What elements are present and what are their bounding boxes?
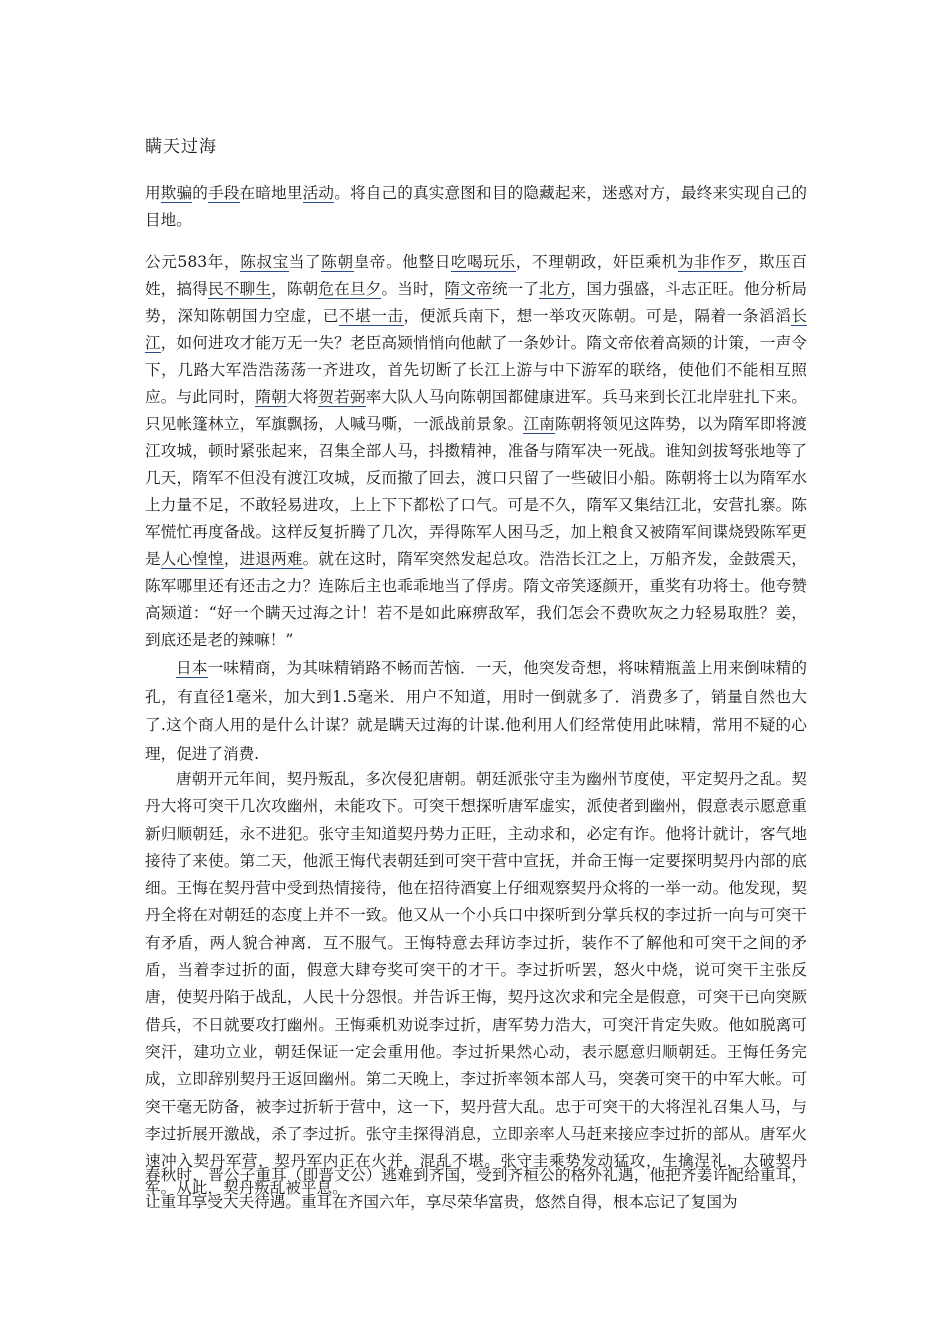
text-run: 用 bbox=[145, 184, 161, 202]
text-run: 率大队人马向陈朝国都健康进军。兵马来到长江北岸驻扎下来。只见帐篷林立，军旗飘扬，人喊马嘶，一派战前景象。 bbox=[145, 388, 807, 433]
term-link[interactable]: 为非作歹 bbox=[677, 253, 743, 271]
text-run: ，陈朝 bbox=[271, 280, 319, 298]
text-run: 当了 bbox=[288, 253, 322, 271]
text-run: 皇帝。他整日 bbox=[353, 253, 451, 271]
term-link[interactable]: 隋朝 bbox=[255, 388, 287, 406]
term-link[interactable]: 民不聊生 bbox=[208, 280, 272, 298]
term-link[interactable]: 人心惶惶 bbox=[160, 550, 224, 568]
text-run: ，欺压百姓，搞得 bbox=[145, 253, 807, 298]
term-link-japan[interactable]: 日本 bbox=[176, 659, 208, 677]
text-run: 统一了 bbox=[491, 280, 540, 298]
term-link[interactable]: 长江 bbox=[145, 307, 807, 352]
text-run: 大将 bbox=[286, 388, 319, 406]
term-link-qipian[interactable]: 欺骗 bbox=[160, 184, 193, 202]
text-run: ，国力强盛，斗志正旺。他分析局势，深知陈朝国力空虚，已 bbox=[145, 280, 807, 325]
term-link[interactable]: 进退两难 bbox=[239, 550, 303, 568]
page-title: 瞒天过海 bbox=[145, 137, 217, 157]
text-run: 在暗地里 bbox=[239, 184, 303, 202]
term-link[interactable]: 贺若弼 bbox=[318, 388, 366, 406]
text-run: 陈朝将领见这阵势，以为隋军即将渡江攻城，顿时紧张起来，召集全部人马，抖擞精神，准备与隋军决一死战。谁知剑拔弩张地等了几天，隋军不但没有渡江攻城，反而撤了回去，渡口只留了一些破旧小船。陈朝将士以为隋军水上力量不足，不敢轻易进攻，上上下下都松了口气。可是不久，隋军又集结江北，安营扎寨。陈军慌忙再度备战。这样反复折腾了几次，弄得陈军人困马乏，加上粮食又被隋军间谍烧毁陈军更是 bbox=[145, 415, 807, 568]
text-run: 一味精商，为其味精销路不畅而苦恼．一天，他突发奇想，将味精瓶盖上用来倒味精的孔，有直径1毫米，加大到1.5毫米．用户不知道，用时一倒就多了．消费多了，销量自然也大了.这个商人用的是什么计谋？就是瞒天过海的计谋.他利用人们经常使用此味精，常用不疑的心理，促进了消费. bbox=[145, 659, 807, 763]
text-run: 的 bbox=[192, 184, 209, 202]
text-run: 公元583年， bbox=[145, 253, 241, 271]
text-run: ，不理朝政，奸臣乘机 bbox=[515, 253, 678, 271]
definition-paragraph bbox=[145, 180, 807, 234]
text-run: ， bbox=[223, 550, 240, 568]
term-link[interactable]: 陈叔宝 bbox=[240, 253, 289, 271]
term-link[interactable]: 江南 bbox=[523, 415, 555, 433]
term-link[interactable]: 隋文帝 bbox=[444, 280, 492, 298]
text-run: ，便派兵南下，想一举攻灭陈朝。可是，隔着一条滔滔 bbox=[403, 307, 792, 325]
term-link[interactable]: 吃喝玩乐 bbox=[450, 253, 516, 271]
text-run: 。当时， bbox=[381, 280, 445, 298]
text-run: ，如何进攻才能万无一失？老臣高颎悄悄向他献了一条妙计。隋文帝依着高颎的计策，一声令下，几路大军浩浩荡荡一齐进攻，首先切断了长江上游与中下游军的联络，使他们不能相互照应。与此同时， bbox=[145, 334, 807, 406]
term-link[interactable]: 北方 bbox=[539, 280, 571, 298]
term-link-shouduan[interactable]: 手段 bbox=[208, 184, 240, 202]
text-run: 。将自己的真实意图和目的隐藏起来，迷惑对方，最终来实现自己的目地。 bbox=[145, 184, 807, 229]
text-run: 。就在这时，隋军突然发起总攻。浩浩长江之上，万船齐发，金鼓震天，陈军哪里还有还击之力？连陈后主也乖乖地当了俘虏。隋文帝笑逐颜开，重奖有功将士。他夸赞高颎道：“好一个瞒天过海之计！若不是如此麻痹敌军，我们怎会不费吹灰之力轻易取胜？姜，到底还是老的辣嘛！” bbox=[145, 550, 807, 649]
story-msg-paragraph bbox=[145, 654, 807, 768]
story-chonger-paragraph: 春秋时，晋公子重耳（即晋文公）逃难到齐国，受到齐桓公的格外礼遇，他把齐姜许配给重耳，让重耳享受大夫待遇。重耳在齐国六年，享尽荣华富贵，悠然自得，根本忘记了复国为 bbox=[145, 1166, 807, 1212]
term-link[interactable]: 危在旦夕 bbox=[318, 280, 382, 298]
story-tang-khitan-paragraph: 唐朝开元年间，契丹叛乱，多次侵犯唐朝。朝廷派张守圭为幽州节度使，平定契丹之乱。契丹大将可突干几次攻幽州，未能攻下。可突干想探听唐军虚实，派使者到幽州，假意表示愿意重新归顺朝廷，永不进犯。张守圭知道契丹势力正旺，主动求和，必定有诈。他将计就计，客气地接待了来使。第二天，他派王悔代表朝廷到可突干营中宣抚，并命王悔一定要探明契丹内部的底细。王悔在契丹营中受到热情接待，他在招待酒宴上仔细观察契丹众将的一举一动。他发现，契丹全将在对朝廷的态度上并不一致。他又从一个小兵口中探听到分掌兵权的李过折一向与可突干有矛盾，两人貌合神离．互不服气。王悔特意去拜访李过折，装作不了解他和可突干之间的矛盾，当着李过折的面，假意大肆夸奖可突干的才干。李过折听罢，怒火中烧，说可突干主张反唐，使契丹陷于战乱，人民十分怨恨。并告诉王悔，契丹这次求和完全是假意，可突干已向突厥借兵，不日就要攻打幽州。王悔乘机劝说李过折，唐军势力浩大，可突汗肯定失败。他如脱离可突汗，建功立业，朝廷保证一定会重用他。李过折果然心动，表示愿意归顺朝廷。王悔任务完成，立即辞别契丹王返回幽州。第二天晚上，李过折率领本部人马，突袭可突干的中军大帐。可突干毫无防备，被李过折斩于营中，这一下，契丹营大乱。忠于可突干的大将涅礼召集人马，与李过折展开激战，杀了李过折。张守圭探得消息，立即亲率人马赶来接应李过折的部从。唐军火速冲入契丹军营，契丹军内正在火并，混乱不堪。张守圭乘势发动猛攻，生擒涅礼，大破契丹军。从此，契丹叛乱被平息。 bbox=[145, 770, 807, 1198]
term-link[interactable]: 不堪一击 bbox=[338, 307, 404, 325]
story-sui-chen-paragraph bbox=[145, 249, 807, 654]
term-link-huodong[interactable]: 活动 bbox=[302, 184, 335, 202]
term-link[interactable]: 陈朝 bbox=[321, 253, 354, 271]
